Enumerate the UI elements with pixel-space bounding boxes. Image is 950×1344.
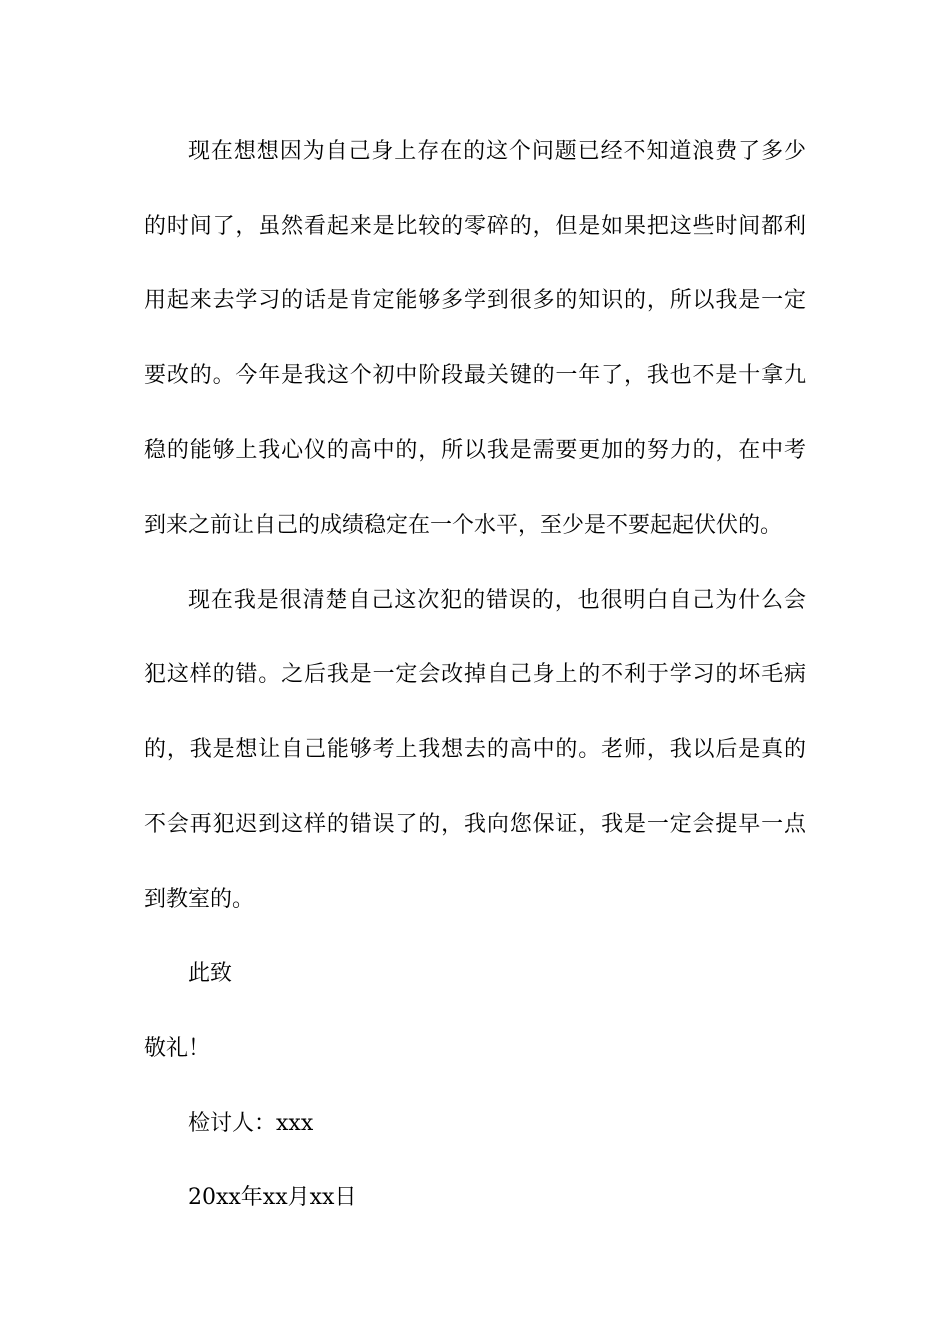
paragraph-line: 用起来去学习的话是肯定能够多学到很多的知识的，所以我是一定 bbox=[144, 288, 806, 313]
paragraph-line: 犯这样的错。之后我是一定会改掉自己身上的不利于学习的坏毛病 bbox=[144, 662, 806, 687]
paragraph-line: 的时间了，虽然看起来是比较的零碎的，但是如果把这些时间都利 bbox=[144, 214, 806, 239]
paragraph-line: 不会再犯迟到这样的错误了的，我向您保证，我是一定会提早一点 bbox=[144, 812, 806, 837]
paragraph-line: 的，我是想让自己能够考上我想去的高中的。老师，我以后是真的 bbox=[144, 737, 806, 762]
closing-text: 此致 bbox=[188, 961, 233, 986]
signature-line: 检讨人：xxx bbox=[188, 1111, 314, 1136]
paragraph-line: 要改的。今年是我这个初中阶段最关键的一年了，我也不是十拿九 bbox=[144, 363, 806, 388]
paragraph-line: 现在想想因为自己身上存在的这个问题已经不知道浪费了多少 bbox=[188, 139, 806, 164]
paragraph-line: 到教室的。 bbox=[144, 887, 255, 912]
paragraph-line: 稳的能够上我心仪的高中的，所以我是需要更加的努力的，在中考 bbox=[144, 438, 806, 463]
date-line: 20xx年xx月xx日 bbox=[188, 1185, 357, 1210]
paragraph-line: 到来之前让自己的成绩稳定在一个水平，至少是不要起起伏伏的。 bbox=[144, 513, 783, 538]
salutation-text: 敬礼！ bbox=[144, 1036, 211, 1061]
paragraph-line: 现在我是很清楚自己这次犯的错误的，也很明白自己为什么会 bbox=[188, 588, 806, 613]
